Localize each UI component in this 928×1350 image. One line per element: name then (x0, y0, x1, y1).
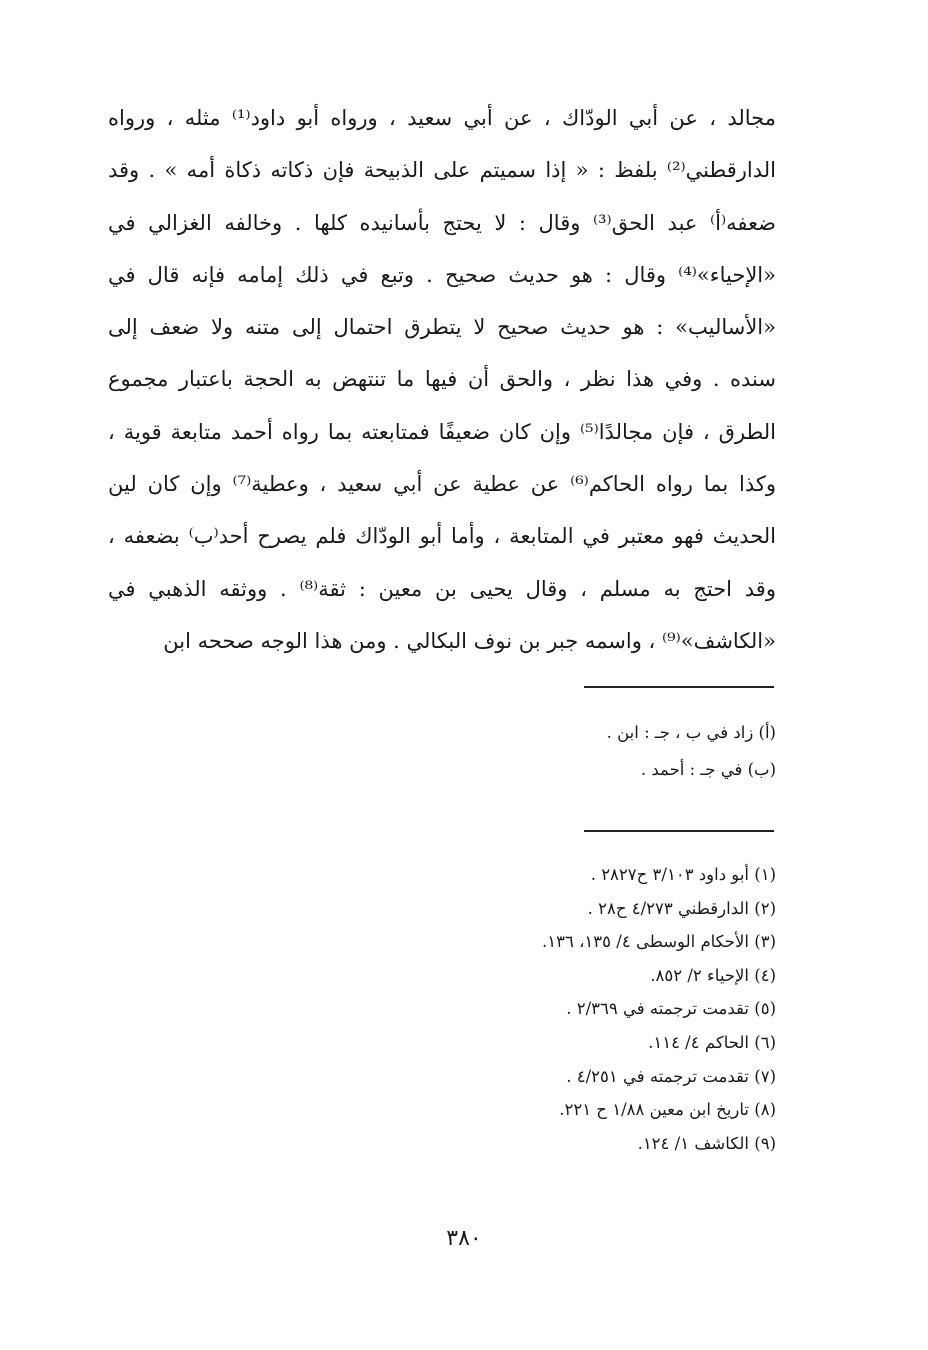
reference-note: (٦) الحاكم ٤/ ١١٤. (648, 1032, 776, 1052)
text-line: الدارقطني⁽²⁾ بلفظ : « إذا سميتم على الذبيحة فإن ذكاته ذكاة أمه » . وقد (108, 158, 776, 183)
footnote-divider (584, 686, 774, 688)
reference-note: (٥) تقدمت ترجمته في ٢/٣٦٩ . (566, 999, 776, 1019)
variant-note: (ب) في جـ : أحمد . (640, 760, 776, 779)
main-text (108, 92, 776, 667)
text-line: الحديث فهو معتبر في المتابعة ، وأما أبو الودّاك فلم يصرح أحد⁽ب⁾ بضعفه ، (108, 524, 776, 549)
text-line: الطرق ، فإن مجالدًا⁽⁵⁾ وإن كان ضعيفًا فمتابعته بما رواه أحمد متابعة قوية ، (108, 419, 776, 444)
footnote-divider (584, 830, 774, 832)
reference-note: (٣) الأحكام الوسطى ٤/ ١٣٥، ١٣٦. (542, 932, 776, 952)
text-line: سنده . وفي هذا نظر ، والحق أن فيها ما تنتهض به الحجة باعتبار مجموع (108, 367, 776, 392)
variant-footnotes (607, 714, 776, 788)
text-line: «الإحياء»⁽⁴⁾ وقال : هو حديث صحيح . وتبع في ذلك إمامه فإنه قال في (108, 262, 776, 287)
reference-footnotes (542, 858, 776, 1160)
reference-note: (٤) الإحياء ٢/ ٨٥٢. (650, 965, 776, 985)
reference-note: (٩) الكاشف ١/ ١٢٤. (637, 1133, 776, 1153)
text-line: مجالد ، عن أبي الودّاك ، عن أبي سعيد ، ورواه أبو داود⁽¹⁾ مثله ، ورواه (108, 106, 776, 130)
text-line: ضعفه⁽أ⁾ عبد الحق⁽³⁾ وقال : لا يحتج بأسانيده كلها . وخالفه الغزالي في (108, 210, 776, 235)
reference-note: (١) أبو داود ٣/١٠٣ ح٢٨٢٧ . (590, 865, 776, 884)
reference-note: (٧) تقدمت ترجمته في ٤/٢٥١ . (566, 1066, 776, 1086)
text-line: «الكاشف»⁽⁹⁾ ، واسمه جبر بن نوف البكالي . ومن هذا الوجه صححه ابن (163, 628, 776, 653)
reference-note: (٨) تاريخ ابن معين ١/٨٨ ح ٢٢١. (559, 1100, 776, 1120)
page-number: ٣٨٠ (446, 1226, 482, 1251)
text-line: «الأساليب» : هو حديث صحيح لا يتطرق احتمال إلى متنه ولا ضعف إلى (108, 315, 776, 340)
reference-note: (٢) الدارقطني ٤/٢٧٣ ح٢٨ . (587, 898, 776, 918)
variant-note: (أ) زاد في ب ، جـ : ابن . (606, 723, 776, 742)
text-line: وقد احتج به مسلم ، وقال يحيى بن معين : ثقة⁽⁸⁾ . ووثقه الذهبي في (108, 576, 776, 601)
text-line: وكذا بما رواه الحاكم⁽⁶⁾ عن عطية عن أبي سعيد ، وعطية⁽⁷⁾ وإن كان لين (108, 472, 776, 497)
